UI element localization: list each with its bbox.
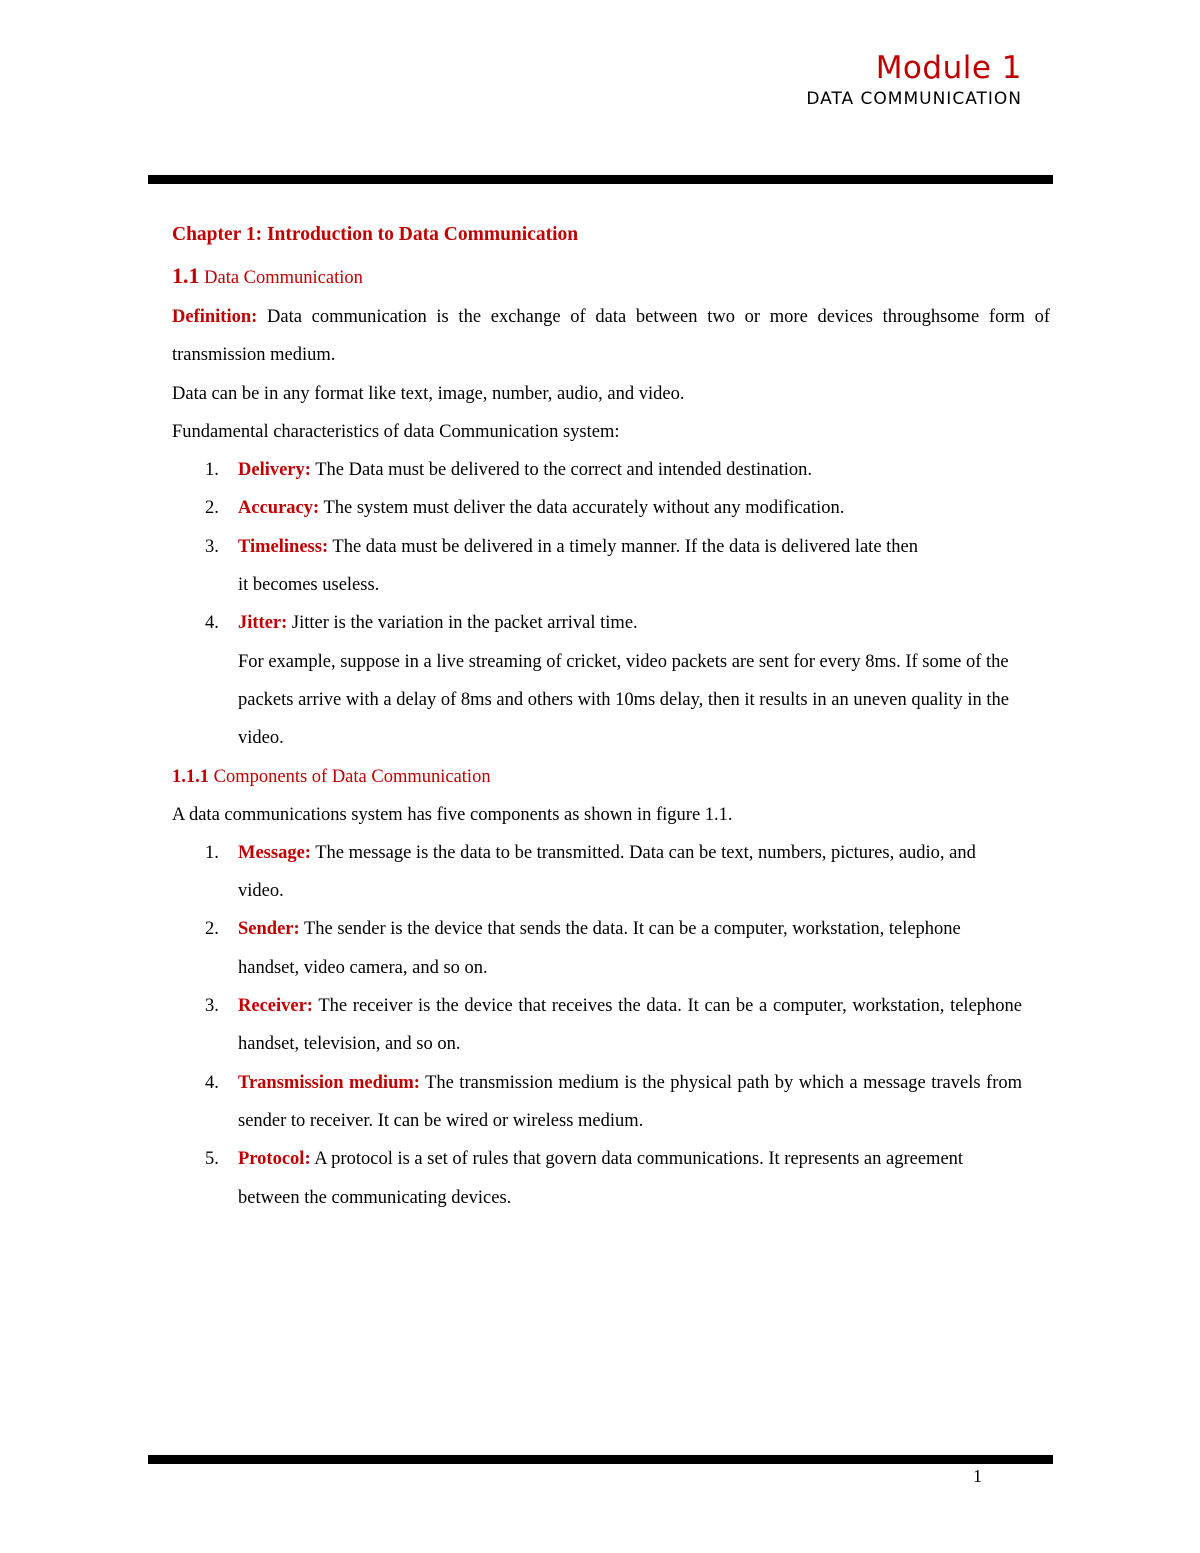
chapter-title: Chapter 1: Introduction to Data Communication [172, 224, 579, 245]
subsection-heading [172, 758, 1050, 796]
list-marker: 2. [205, 919, 219, 940]
list-marker: 3. [205, 536, 219, 557]
list-item [172, 1064, 1050, 1141]
characteristics-intro: Fundamental characteristics of data Communication system: [172, 421, 620, 442]
item-text: Jitter is the variation in the packet arrival time. [287, 613, 638, 634]
section-title: Data Communication [204, 268, 363, 288]
document-body [172, 218, 1050, 1217]
list-item [172, 910, 1050, 987]
subsection-number: 1.1.1 [172, 766, 209, 787]
item-text: The sender is the device that sends the data. It can be a computer, workstation, telephone handset, video camera, and so on. [238, 919, 961, 978]
list-marker: 2. [205, 498, 219, 519]
module-title: Module 1 [875, 50, 1022, 86]
item-text: The transmission medium is the physical path by which a message travels from sender to receiver. It can be wired or wireless medium. [238, 1072, 1022, 1131]
list-marker: 3. [205, 996, 219, 1017]
section-heading [172, 256, 1050, 298]
item-label: Protocol: [238, 1149, 311, 1170]
item-text: A protocol is a set of rules that govern data communications. It represents an agreement between the communicating devices. [238, 1149, 964, 1208]
list-item [172, 834, 1050, 911]
item-label: Receiver: [238, 996, 313, 1017]
list-marker: 1. [205, 460, 219, 481]
item-text: The system must deliver the data accurately without any modification. [319, 498, 845, 519]
item-label: Message: [238, 842, 311, 863]
item-label: Delivery: [238, 460, 311, 481]
list-item [172, 528, 1050, 605]
list-item [172, 987, 1050, 1064]
subsection-title: Components of Data Communication [213, 766, 491, 787]
page-header [806, 50, 1022, 110]
item-text: The message is the data to be transmitted. Data can be text, numbers, pictures, audio, and video. [238, 842, 976, 902]
list-marker: 4. [205, 1072, 219, 1093]
item-text: The receiver is the device that receives the data. It can be a computer, workstation, telephone handset, television, and so on. [238, 996, 1022, 1055]
components-list [172, 834, 1050, 1217]
module-subtitle: DATA COMMUNICATION [806, 89, 1022, 109]
jitter-example: For example, suppose in a live streaming of cricket, video packets are sent for every 8ms. If some of the packets arrive with a delay of 8ms and others with 10ms delay, then it results in an uneven quality in the video. [238, 651, 1009, 749]
page-number: 1 [973, 1466, 982, 1486]
item-label: Timeliness: [238, 536, 329, 557]
list-item [172, 489, 1050, 527]
item-text: The Data must be delivered to the correct and intended destination. [310, 460, 812, 481]
item-text: The data must be delivered in a timely manner. If the data is delivered late then it becomes useless. [238, 536, 919, 596]
item-label: Transmission medium: [238, 1072, 420, 1093]
definition-label: Definition: [172, 307, 258, 327]
item-label: Jitter: [238, 613, 288, 634]
definition-paragraph [172, 298, 1050, 375]
list-marker: 5. [205, 1149, 219, 1170]
list-item [172, 604, 1050, 757]
list-item [172, 451, 1050, 489]
section-number: 1.1 [172, 263, 200, 288]
list-marker: 4. [205, 613, 219, 634]
list-item [172, 1140, 1050, 1217]
item-label: Sender: [238, 919, 300, 940]
definition-text: Data communication is the exchange of data between two or more devices throughsome form of transmission medium. [172, 307, 1050, 366]
list-marker: 1. [205, 842, 219, 863]
components-intro: A data communications system has five components as shown in figure 1.1. [172, 804, 733, 825]
data-formats-paragraph: Data can be in any format like text, image, number, audio, and video. [172, 383, 685, 404]
footer-divider [148, 1455, 1053, 1464]
item-label: Accuracy: [238, 498, 320, 519]
characteristics-list [172, 451, 1050, 757]
header-divider [148, 175, 1053, 184]
